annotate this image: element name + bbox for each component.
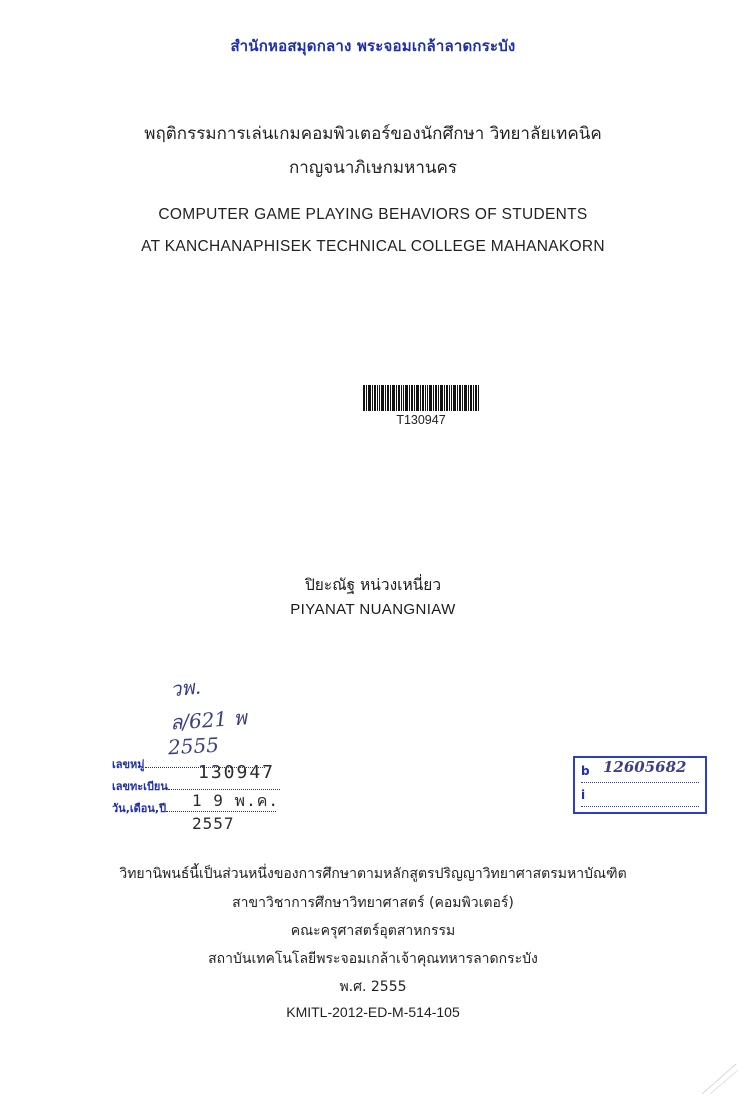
registration-stamp	[112, 755, 302, 833]
reg-label-date: วัน,เดือน,ปี	[112, 802, 167, 815]
reg-label-registration: เลขทะเบียน	[112, 780, 168, 793]
catalog-row-i	[581, 788, 699, 807]
scan-mark-icon	[700, 1060, 740, 1096]
author-thai-name: ปิยะณัฐ หน่วงเหนี่ยว	[304, 576, 442, 594]
library-stamp: สำนักหอสมุดกลาง พระจอมเกล้าลาดกระบัง	[230, 37, 516, 55]
reg-value-date: 1 9 พ.ค. 2557	[192, 791, 280, 833]
handwritten-call-line-1: วพ.	[168, 674, 202, 702]
catalog-value-b: 12605682	[603, 758, 687, 776]
catalog-row-b	[581, 758, 699, 783]
english-title-line-2: AT KANCHANAPHISEK TECHNICAL COLLEGE MAHANAKORN	[141, 238, 605, 255]
catalog-stamp-box	[573, 756, 707, 814]
reg-label-call-number: เลขหมู่	[112, 758, 145, 771]
catalog-label-i: i	[581, 788, 586, 802]
document-code: KMITL-2012-ED-M-514-105	[286, 1004, 460, 1020]
author-english-name: PIYANAT NUANGNIAW	[290, 601, 456, 618]
reg-value-registration: 130947	[198, 762, 276, 783]
thai-title-line-1: พฤติกรรมการเล่นเกมคอมพิวเตอร์ของนักศึกษา วิทยาลัยเทคนิค	[144, 124, 602, 144]
year-line: พ.ศ. 2555	[339, 979, 407, 995]
thai-title-line-2: กาญจนาภิเษกมหานคร	[288, 158, 458, 178]
department-line: สาขาวิชาการศึกษาวิทยาศาสตร์ (คอมพิวเตอร์)	[232, 895, 514, 911]
english-title-line-1: COMPUTER GAME PLAYING BEHAVIORS OF STUDENTS	[158, 206, 588, 223]
handwritten-call-line-2: ล/621 พ	[169, 705, 248, 735]
degree-statement: วิทยานิพนธ์นี้เป็นส่วนหนึ่งของการศึกษาตามหลักสูตรปริญญาวิทยาศาสตรมหาบัณฑิต	[119, 866, 627, 882]
barcode-number: T130947	[396, 413, 446, 427]
institute-line: สถาบันเทคโนโลยีพระจอมเกล้าเจ้าคุณทหารลาดกระบัง	[208, 951, 538, 967]
barcode-icon	[363, 385, 479, 411]
faculty-line: คณะครุศาสตร์อุตสาหกรรม	[290, 923, 456, 939]
handwritten-call-line-3: 2555	[167, 732, 220, 760]
catalog-label-b: b	[581, 764, 590, 778]
